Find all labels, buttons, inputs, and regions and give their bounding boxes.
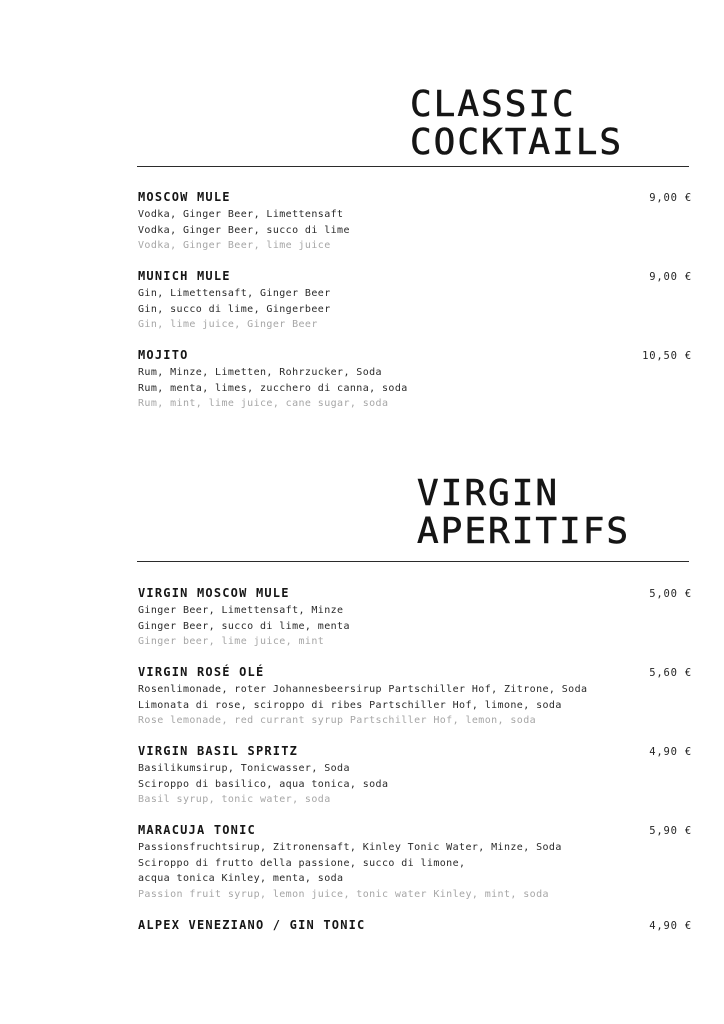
item-name: MOSCOW MULE [138, 190, 231, 204]
item-price: 5,00 € [649, 588, 692, 600]
menu-item-virgin-moscow-mule [138, 586, 692, 650]
description-english: Gin, lime juice, Ginger Beer [138, 319, 318, 331]
description-english: Rum, mint, lime juice, cane sugar, soda [138, 398, 389, 410]
description-italian: Limonata di rose, sciroppo di ribes Partschiller Hof, limone, soda [138, 699, 562, 711]
item-name: MUNICH MULE [138, 269, 231, 283]
description-german: Rosenlimonade, roter Johannesbeersirup Partschiller Hof, Zitrone, Soda [138, 684, 588, 695]
section-title-classic-cocktails [410, 86, 623, 162]
menu-item-alpex-veneziano-gin-tonic [138, 918, 692, 935]
description-english: Passion fruit syrup, lemon juice, tonic water Kinley, mint, soda [138, 889, 549, 901]
description-italian: Gin, succo di lime, Gingerbeer [138, 303, 331, 315]
description-english: Vodka, Ginger Beer, lime juice [138, 240, 331, 252]
item-name: MARACUJA TONIC [138, 823, 256, 837]
description-german: Rum, Minze, Limetten, Rohrzucker, Soda [138, 367, 382, 378]
item-price: 5,60 € [649, 667, 692, 679]
description-italian: Vodka, Ginger Beer, succo di lime [138, 224, 350, 236]
description-italian: Sciroppo di basilico, aqua tonica, soda [138, 778, 389, 790]
menu-item-mojito [138, 348, 692, 412]
section-title-line: CLASSIC [410, 84, 576, 125]
menu-item-munich-mule [138, 269, 692, 333]
description-german: Basilikumsirup, Tonicwasser, Soda [138, 763, 350, 774]
menu-item-virgin-rose-ole [138, 665, 692, 729]
item-name: VIRGIN MOSCOW MULE [138, 586, 290, 600]
item-price: 5,90 € [649, 825, 692, 837]
item-price: 10,50 € [642, 350, 692, 362]
description-english: Ginger beer, lime juice, mint [138, 636, 325, 648]
menu-item-moscow-mule [138, 190, 692, 254]
description-german: Gin, Limettensaft, Ginger Beer [138, 288, 331, 299]
item-name: MOJITO [138, 348, 189, 362]
menu-item-maracuja-tonic [138, 823, 692, 903]
description-italian: Sciroppo di frutto della passione, succo di limone, [138, 857, 466, 869]
section-title-line: VIRGIN [417, 473, 560, 514]
item-name: VIRGIN BASIL SPRITZ [138, 744, 299, 758]
description-italian: Ginger Beer, succo di lime, menta [138, 620, 350, 632]
item-price: 4,90 € [649, 746, 692, 758]
description-german: Passionsfruchtsirup, Zitronensaft, Kinley Tonic Water, Minze, Soda [138, 842, 562, 853]
item-name: VIRGIN ROSÉ OLÉ [138, 665, 265, 679]
menu-item-virgin-basil-spritz [138, 744, 692, 808]
section-title-virgin-aperitifs [417, 475, 630, 551]
item-price: 9,00 € [649, 192, 692, 204]
item-price: 9,00 € [649, 271, 692, 283]
item-name: ALPEX VENEZIANO / GIN TONIC [138, 918, 366, 932]
description-italian: Rum, menta, limes, zucchero di canna, soda [138, 382, 408, 394]
item-price: 4,90 € [649, 920, 692, 932]
description-german: Vodka, Ginger Beer, Limettensaft [138, 209, 344, 220]
section-title-line: APERITIFS [417, 511, 631, 552]
description-italian-continued: acqua tonica Kinley, menta, soda [138, 873, 344, 885]
section-divider [137, 166, 689, 167]
section-divider [137, 561, 689, 562]
section-title-line: COCKTAILS [410, 122, 624, 163]
description-english: Rose lemonade, red currant syrup Partschiller Hof, lemon, soda [138, 715, 537, 727]
description-german: Ginger Beer, Limettensaft, Minze [138, 605, 344, 616]
description-english: Basil syrup, tonic water, soda [138, 794, 331, 806]
